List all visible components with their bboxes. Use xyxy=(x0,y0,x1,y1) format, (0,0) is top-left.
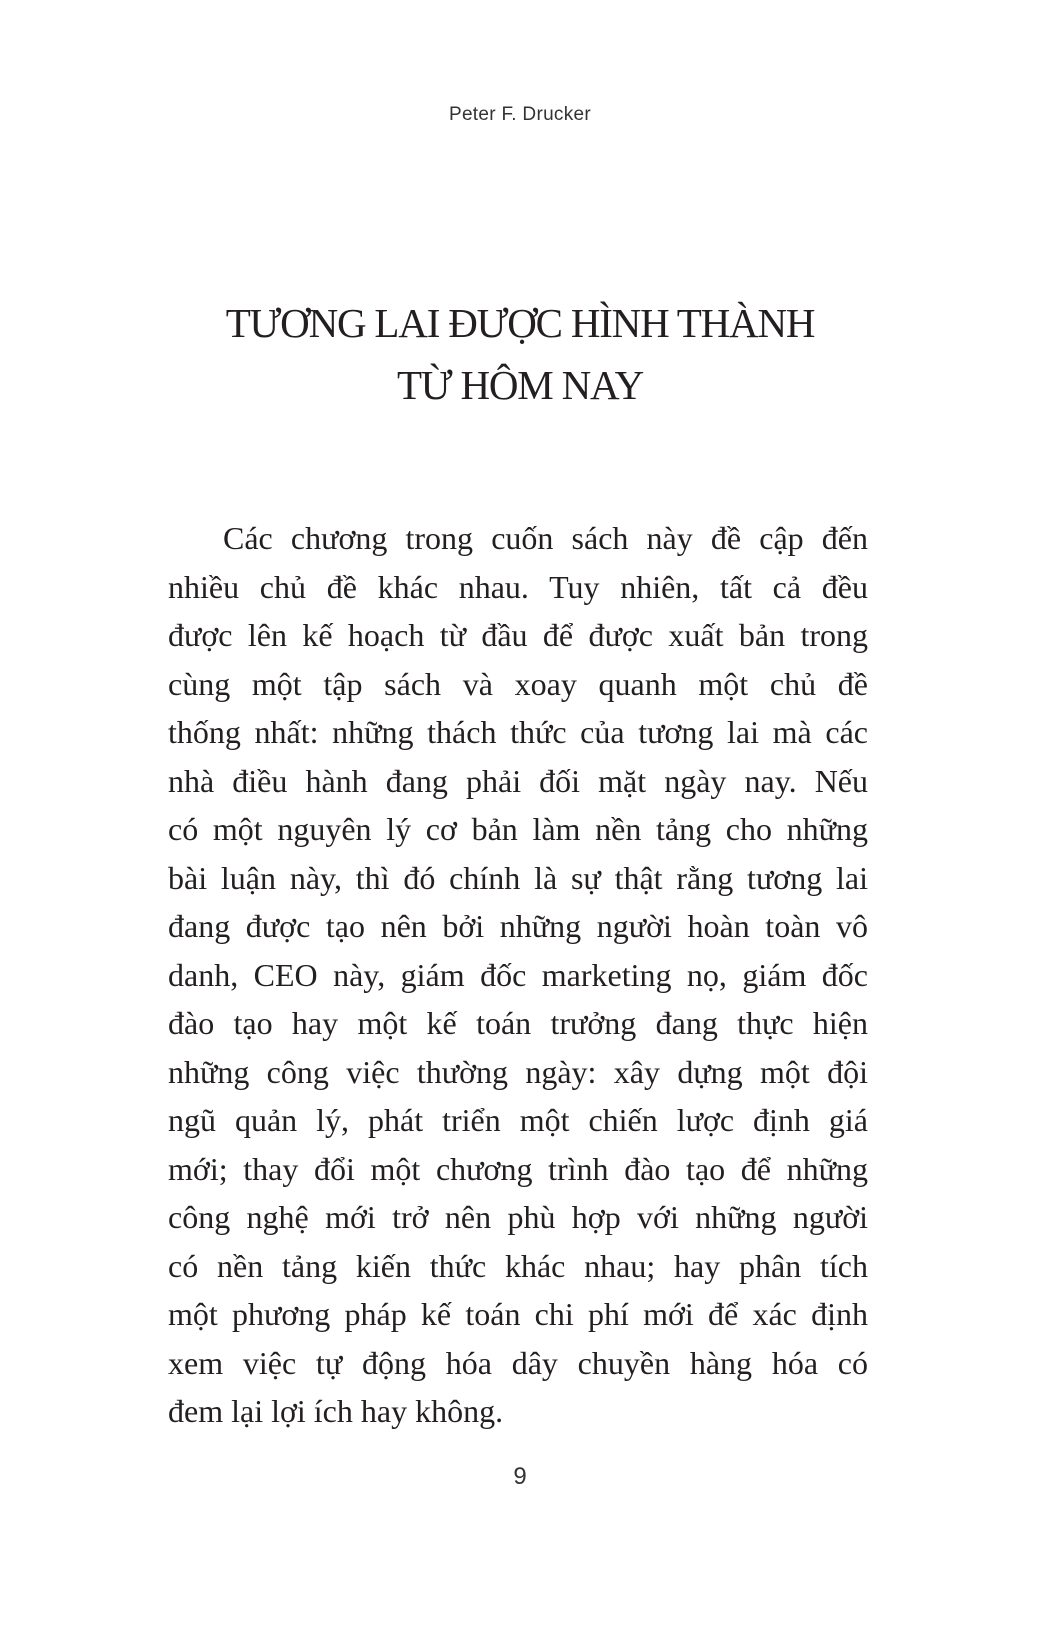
text-line: có nền tảng kiến thức khác nhau; hay phân tích xyxy=(168,1247,868,1284)
text-line: được lên kế hoạch từ đầu để được xuất bản trong xyxy=(168,617,868,653)
text-line: công nghệ mới trở nên phù hợp với những người xyxy=(168,1199,868,1235)
text-line: nhà điều hành đang phải đối mặt ngày nay. Nếu xyxy=(168,762,868,799)
chapter-title xyxy=(0,292,1040,416)
text-line: đào tạo hay một kế toán trưởng đang thực hiện xyxy=(168,1005,868,1041)
text-line: bài luận này, thì đó chính là sự thật rằng tương lai xyxy=(168,859,868,896)
text-line: đang được tạo nên bởi những người hoàn toàn vô xyxy=(168,908,868,944)
text-line: một phương pháp kế toán chi phí mới để xác định xyxy=(168,1296,868,1332)
page-number: 9 xyxy=(513,1463,527,1490)
text-line: Các chương trong cuốn sách này đề cập đến xyxy=(223,520,868,556)
text-line: cùng một tập sách và xoay quanh một chủ đề xyxy=(168,665,868,702)
text-line: danh, CEO này, giám đốc marketing nọ, giám đốc xyxy=(168,956,868,993)
text-line: ngũ quản lý, phát triển một chiến lược định giá xyxy=(168,1102,868,1138)
text-line: đem lại lợi ích hay không. xyxy=(168,1393,504,1429)
text-line: có một nguyên lý cơ bản làm nền tảng cho những xyxy=(168,811,868,847)
text-line: nhiều chủ đề khác nhau. Tuy nhiên, tất cả đều xyxy=(168,568,868,605)
text-line: mới; thay đổi một chương trình đào tạo để những xyxy=(168,1150,868,1187)
text-line: xem việc tự động hóa dây chuyền hàng hóa có xyxy=(168,1344,868,1381)
text-line: những công việc thường ngày: xây dựng một đội xyxy=(168,1053,868,1090)
text-line: thống nhất: những thách thức của tương lai mà các xyxy=(168,714,868,750)
running-head-author: Peter F. Drucker xyxy=(448,104,592,125)
chapter-title-line: TƯƠNG LAI ĐƯỢC HÌNH THÀNH xyxy=(225,300,815,346)
chapter-title-line: TỪ HÔM NAY xyxy=(396,362,644,408)
body-paragraph xyxy=(168,514,868,1436)
